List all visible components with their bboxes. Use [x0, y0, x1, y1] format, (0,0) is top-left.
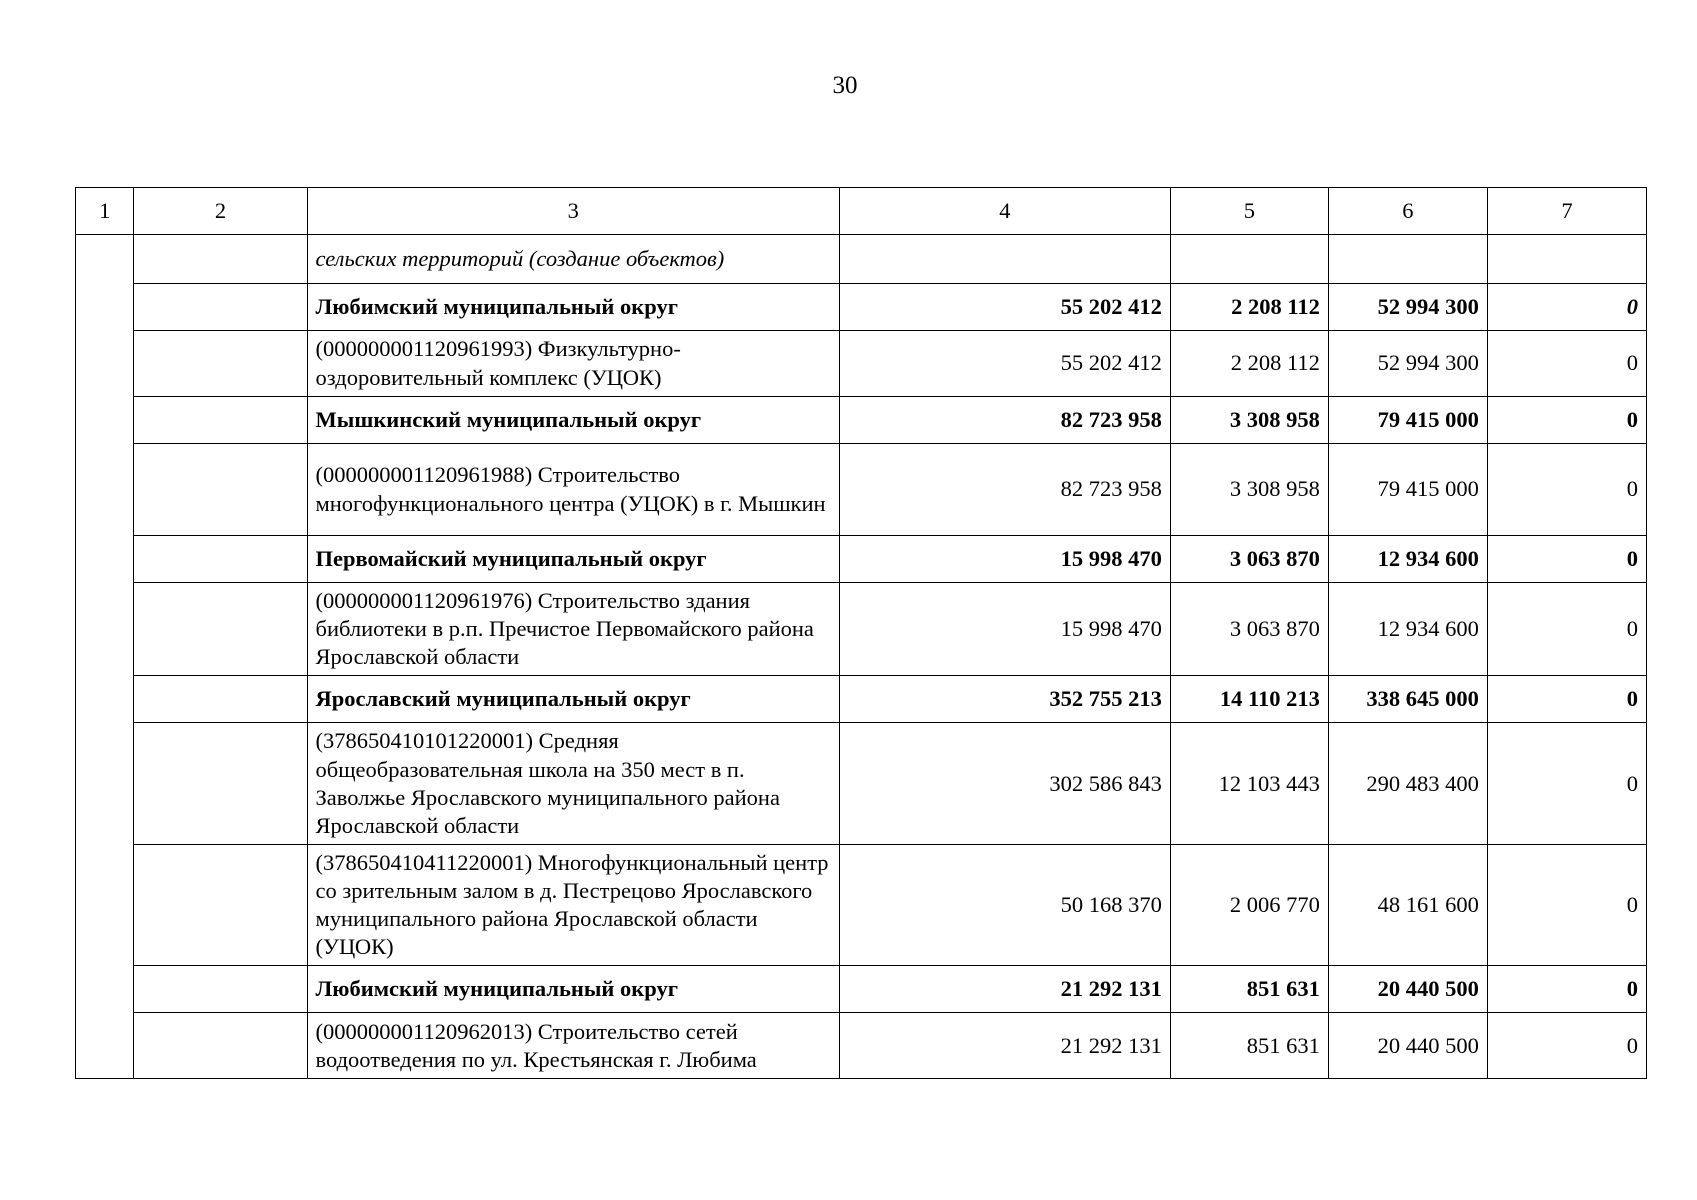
district-name: Первомайский муниципальный округ [307, 536, 839, 583]
value-c6: 12 934 600 [1328, 536, 1487, 583]
value-c6: 79 415 000 [1328, 444, 1487, 536]
value-c5: 3 063 870 [1170, 536, 1328, 583]
col2-cell [134, 583, 307, 676]
col2-cell [134, 397, 307, 444]
value-c4: 21 292 131 [839, 1013, 1170, 1079]
value-c5: 3 063 870 [1170, 583, 1328, 676]
district-total-row [76, 397, 1647, 444]
header-col-1: 1 [76, 188, 134, 235]
district-name: Любимский муниципальный округ [307, 966, 839, 1013]
district-name: Ярославский муниципальный округ [307, 676, 839, 723]
continuation-row [76, 235, 1647, 284]
value-c7: 0 [1487, 397, 1646, 444]
project-name: (378650410101220001) Средняя общеобразовательная школа на 350 мест в п. Заволжье Ярославского муниципального района Ярославской области [307, 723, 839, 845]
empty-cell [839, 235, 1170, 284]
header-col-7: 7 [1487, 188, 1646, 235]
district-name: Мышкинский муниципальный округ [307, 397, 839, 444]
value-c5: 2 208 112 [1170, 331, 1328, 397]
continuation-text: сельских территорий (создание объектов) [307, 235, 839, 284]
value-c4: 21 292 131 [839, 966, 1170, 1013]
value-c6: 52 994 300 [1328, 331, 1487, 397]
project-row [76, 1013, 1647, 1079]
value-c5: 14 110 213 [1170, 676, 1328, 723]
col2-cell [134, 844, 307, 966]
value-c5: 3 308 958 [1170, 397, 1328, 444]
value-c6: 12 934 600 [1328, 583, 1487, 676]
project-row [76, 583, 1647, 676]
value-c7: 0 [1487, 676, 1646, 723]
value-c4: 50 168 370 [839, 844, 1170, 966]
col2-cell [134, 536, 307, 583]
value-c7: 0 [1487, 284, 1646, 331]
col2-cell [134, 235, 307, 284]
value-c7: 0 [1487, 1013, 1646, 1079]
col2-cell [134, 966, 307, 1013]
value-c7: 0 [1487, 331, 1646, 397]
col2-cell [134, 723, 307, 845]
value-c6: 52 994 300 [1328, 284, 1487, 331]
project-row [76, 331, 1647, 397]
project-row [76, 844, 1647, 966]
col2-cell [134, 284, 307, 331]
value-c7: 0 [1487, 444, 1646, 536]
project-name: (000000001120961976) Строительство здания библиотеки в р.п. Пречистое Первомайского района Ярославской области [307, 583, 839, 676]
value-c4: 82 723 958 [839, 444, 1170, 536]
value-c4: 352 755 213 [839, 676, 1170, 723]
value-c4: 302 586 843 [839, 723, 1170, 845]
header-row [76, 188, 1647, 235]
col2-cell [134, 331, 307, 397]
empty-cell [1328, 235, 1487, 284]
value-c7: 0 [1487, 536, 1646, 583]
value-c5: 851 631 [1170, 1013, 1328, 1079]
value-c7: 0 [1487, 844, 1646, 966]
col2-cell [134, 1013, 307, 1079]
district-total-row [76, 676, 1647, 723]
empty-cell [1487, 235, 1646, 284]
value-c6: 290 483 400 [1328, 723, 1487, 845]
col1-cell [76, 235, 134, 1079]
value-c4: 82 723 958 [839, 397, 1170, 444]
empty-cell [1170, 235, 1328, 284]
district-total-row [76, 284, 1647, 331]
value-c5: 12 103 443 [1170, 723, 1328, 845]
value-c5: 2 208 112 [1170, 284, 1328, 331]
project-row [76, 444, 1647, 536]
project-name: (000000001120962013) Строительство сетей водоотведения по ул. Крестьянская г. Любима [307, 1013, 839, 1079]
value-c6: 79 415 000 [1328, 397, 1487, 444]
project-name: (378650410411220001) Многофункциональный центр со зрительным залом в д. Пестрецово Ярославского муниципального района Ярославской области (УЦОК) [307, 844, 839, 966]
value-c5: 2 006 770 [1170, 844, 1328, 966]
page-number: 30 [832, 72, 858, 99]
header-col-2: 2 [134, 188, 307, 235]
value-c6: 20 440 500 [1328, 966, 1487, 1013]
value-c4: 15 998 470 [839, 536, 1170, 583]
value-c7: 0 [1487, 966, 1646, 1013]
header-col-4: 4 [839, 188, 1170, 235]
district-total-row [76, 536, 1647, 583]
header-col-6: 6 [1328, 188, 1487, 235]
project-name: (000000001120961988) Строительство многофункционального центра (УЦОК) в г. Мышкин [307, 444, 839, 536]
district-name: Любимский муниципальный округ [307, 284, 839, 331]
col2-cell [134, 444, 307, 536]
value-c4: 15 998 470 [839, 583, 1170, 676]
project-name: (000000001120961993) Физкультурно-оздоровительный комплекс (УЦОК) [307, 331, 839, 397]
value-c6: 20 440 500 [1328, 1013, 1487, 1079]
value-c4: 55 202 412 [839, 331, 1170, 397]
value-c6: 48 161 600 [1328, 844, 1487, 966]
budget-table [75, 187, 1647, 1079]
value-c6: 338 645 000 [1328, 676, 1487, 723]
col2-cell [134, 676, 307, 723]
header-col-5: 5 [1170, 188, 1328, 235]
value-c4: 55 202 412 [839, 284, 1170, 331]
project-row [76, 723, 1647, 845]
value-c5: 3 308 958 [1170, 444, 1328, 536]
value-c7: 0 [1487, 723, 1646, 845]
value-c5: 851 631 [1170, 966, 1328, 1013]
value-c7: 0 [1487, 583, 1646, 676]
district-total-row [76, 966, 1647, 1013]
header-col-3: 3 [307, 188, 839, 235]
